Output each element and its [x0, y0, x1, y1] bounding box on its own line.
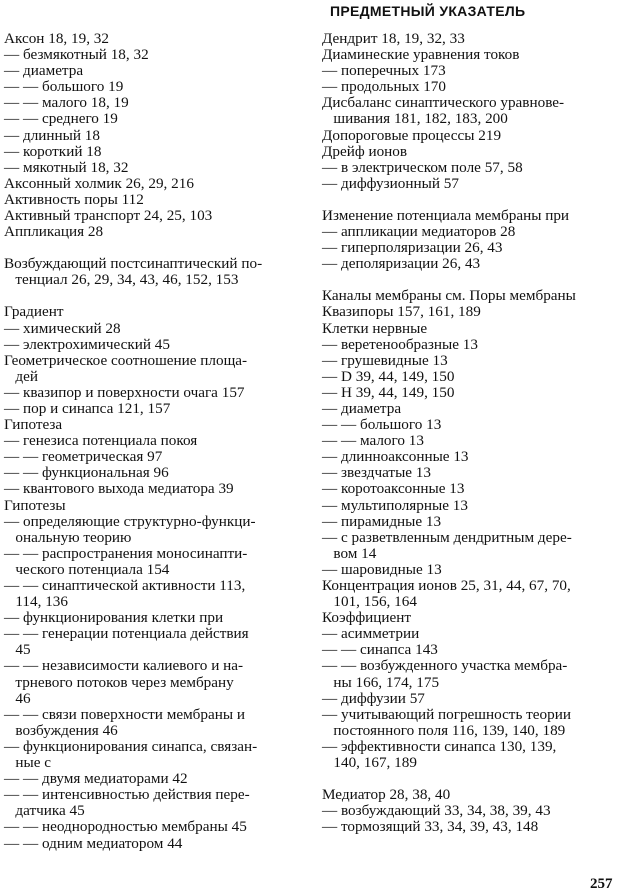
index-entry: — длинный 18	[4, 126, 100, 144]
index-entry: ональную теорию	[4, 528, 132, 546]
index-entry: Дрейф ионов	[322, 142, 408, 160]
index-entry: дей	[4, 367, 38, 385]
index-entry: — коротоаксонные 13	[322, 480, 465, 498]
index-entry: — с разветвленным дендритным дере-	[322, 528, 572, 546]
index-entry: Коэффициент	[322, 609, 412, 627]
index-entry: Гипотеза	[4, 416, 63, 434]
index-entry: Клетки нервные	[322, 319, 428, 337]
index-entry: Медиатор 28, 38, 40	[322, 786, 451, 804]
index-entry: шивания 181, 182, 183, 200	[322, 110, 508, 128]
index-group-v	[4, 256, 302, 288]
index-entry: — — двумя медиаторами 42	[4, 770, 188, 788]
index-entry: — поперечных 173	[322, 62, 446, 80]
index-entry: — генезиса потенциала покоя	[4, 432, 198, 450]
index-entry: — — большого 19	[4, 78, 124, 96]
index-entry: — асимметрии	[322, 625, 420, 643]
index-entry: ные с	[4, 754, 52, 772]
index-entry: — короткий 18	[4, 142, 102, 160]
index-entry: — длинноаксонные 13	[322, 448, 469, 466]
index-entry: 114, 136	[4, 593, 68, 611]
index-entry: — — интенсивностью действия пере-	[4, 786, 250, 804]
index-entry: — мультиполярные 13	[322, 496, 468, 514]
index-entry: Допороговые процессы 219	[322, 126, 502, 144]
index-entry: — веретенообразные 13	[322, 335, 478, 353]
index-entry: тенциал 26, 29, 34, 43, 46, 152, 153	[4, 271, 239, 289]
index-entry: Активность поры 112	[4, 190, 144, 208]
index-entry: ческого потенциала 154	[4, 560, 170, 578]
index-entry: — — синаптической активности 113,	[4, 577, 246, 594]
index-entry: — — большого 13	[322, 416, 442, 434]
index-entry: — квазипор и поверхности очага 157	[4, 383, 245, 401]
index-group-i	[322, 208, 618, 272]
index-entry: — продольных 170	[322, 78, 446, 96]
index-entry: 101, 156, 164	[322, 593, 417, 611]
index-entry: — пор и синапса 121, 157	[4, 399, 171, 417]
index-entry: Активный транспорт 24, 25, 103	[4, 207, 213, 225]
index-entry: — квантового выхода медиатора 39	[4, 480, 234, 498]
index-entry: — — малого 13	[322, 432, 424, 450]
index-entry: — — функциональная 96	[4, 464, 169, 482]
index-group-g	[4, 304, 302, 851]
index-entry: — гиперполяризации 26, 43	[322, 239, 503, 257]
index-entry: — — независимости калиевого и на-	[4, 657, 244, 675]
index-entry: — безмякотный 18, 32	[4, 46, 149, 64]
index-entry: — D 39, 44, 149, 150	[322, 367, 455, 385]
index-entry: — диаметра	[4, 62, 84, 80]
index-entry: — — связи поверхности мембраны и	[4, 705, 246, 723]
index-entry: Гипотезы	[4, 496, 66, 514]
index-entry: Изменение потенциала мембраны при	[322, 206, 570, 224]
index-entry: Градиент	[4, 303, 64, 321]
index-entry: — — возбужденного участка мембра-	[322, 657, 568, 675]
index-entry: — — малого 18, 19	[4, 94, 129, 112]
index-entry: трневого потоков через мембрану	[4, 673, 234, 691]
index-entry: Диаминеские уравнения токов	[322, 46, 520, 64]
index-entry: — тормозящий 33, 34, 39, 43, 148	[322, 818, 539, 836]
index-group-a	[4, 31, 302, 240]
index-entry: Каналы мембраны см. Поры мембраны	[322, 287, 576, 305]
index-entry: ны 166, 174, 175	[322, 673, 440, 691]
index-entry: — определяющие структурно-функци-	[4, 512, 256, 530]
index-entry: — звездчатые 13	[322, 464, 431, 482]
index-entry: 45	[4, 641, 31, 659]
index-entry: Возбуждающий постсинаптический по-	[4, 255, 263, 273]
index-entry: — — распространения моносинапти-	[4, 544, 248, 562]
index-entry: — функционирования клетки при	[4, 609, 224, 627]
left-column	[4, 31, 302, 852]
index-entry: — — геометрическая 97	[4, 448, 163, 466]
index-entry: Дендрит 18, 19, 32, 33	[322, 30, 465, 47]
index-entry: — химический 28	[4, 319, 121, 337]
index-entry: — шаровидные 13	[322, 560, 442, 578]
index-entry: — функционирования синапса, связан-	[4, 737, 258, 755]
page-title: ПРЕДМЕТНЫЙ УКАЗАТЕЛЬ	[330, 3, 526, 19]
index-group-d	[322, 31, 618, 192]
index-entry: — диффузионный 57	[322, 174, 459, 192]
index-entry: — возбуждающий 33, 34, 38, 39, 43	[322, 802, 551, 820]
index-entry: возбуждения 46	[4, 721, 118, 739]
index-entry: Геометрическое соотношение площа-	[4, 351, 248, 369]
index-group-m	[322, 787, 618, 835]
index-entry: Аппликация 28	[4, 223, 104, 241]
index-entry: — диаметра	[322, 399, 402, 417]
index-entry: Аксонный холмик 26, 29, 216	[4, 174, 194, 192]
index-entry: — — генерации потенциала действия	[4, 625, 249, 643]
index-entry: — мякотный 18, 32	[4, 158, 129, 176]
index-entry: 140, 167, 189	[322, 754, 417, 772]
index-entry: — деполяризации 26, 43	[322, 255, 481, 273]
index-entry: — — синапса 143	[322, 641, 438, 659]
right-column	[322, 31, 618, 835]
index-entry: Концентрация ионов 25, 31, 44, 67, 70,	[322, 577, 571, 594]
index-entry: — — неоднородностью мембраны 45	[4, 818, 247, 836]
index-entry: — эффективности синапса 130, 139,	[322, 737, 557, 755]
page-number: 257	[590, 876, 613, 892]
index-group-k	[322, 288, 618, 771]
index-entry: датчика 45	[4, 802, 85, 820]
index-entry: — грушевидные 13	[322, 351, 448, 369]
index-entry: Аксон 18, 19, 32	[4, 30, 109, 47]
index-entry: — — среднего 19	[4, 110, 118, 128]
index-entry: — — одним медиатором 44	[4, 834, 183, 852]
index-entry: — диффузии 57	[322, 689, 425, 707]
index-entry: — аппликации медиаторов 28	[322, 223, 516, 241]
index-entry: вом 14	[322, 544, 377, 562]
index-entry: — в электрическом поле 57, 58	[322, 158, 523, 176]
index-entry: — пирамидные 13	[322, 512, 442, 530]
index-entry: — учитывающий погрешность теории	[322, 705, 571, 723]
index-entry: — электрохимический 45	[4, 335, 170, 353]
index-entry: Дисбаланс синаптического уравнове-	[322, 94, 565, 112]
index-entry: 46	[4, 689, 31, 707]
index-entry: постоянного поля 116, 139, 140, 189	[322, 721, 566, 739]
index-entry: — H 39, 44, 149, 150	[322, 383, 455, 401]
index-entry: Квазипоры 157, 161, 189	[322, 303, 481, 321]
